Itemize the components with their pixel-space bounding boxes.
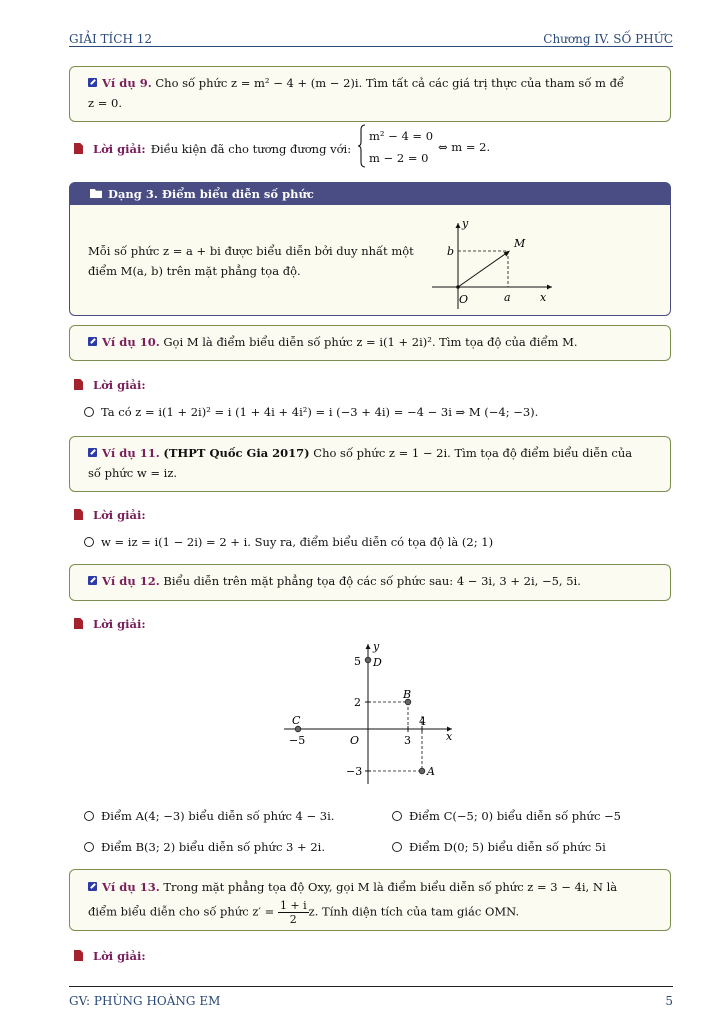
solution-10-head xyxy=(74,374,146,393)
header-right: Chương IV. SỐ PHỨC xyxy=(543,32,673,46)
tick-3: 3 xyxy=(404,734,411,747)
graph-x-label: x xyxy=(446,730,453,743)
fig-a-label: a xyxy=(504,291,511,304)
example-11-text-2: số phức w = iz. xyxy=(88,466,178,480)
solution-12-label: Lời giải: xyxy=(93,617,146,631)
solution-12-item-1 xyxy=(84,806,334,826)
document-icon xyxy=(74,950,83,961)
tick-minus-5: −5 xyxy=(289,734,306,747)
example-12-text: Biểu diễn trên mặt phẳng tọa độ các số phức sau: 4 − 3i, 3 + 2i, −5, 5i. xyxy=(163,574,581,588)
document-icon xyxy=(74,618,83,629)
bullet-icon xyxy=(84,842,94,852)
bullet-icon xyxy=(84,811,94,821)
fig-m-label: M xyxy=(514,237,526,250)
system-eq-2: m − 2 = 0 xyxy=(369,151,429,165)
item-text: Điểm A(4; −3) biểu diễn số phức 4 − 3i. xyxy=(101,809,335,823)
footer-rule xyxy=(69,986,673,987)
graph-y-label: y xyxy=(373,640,380,653)
example-10-tag: Ví dụ 10. xyxy=(102,335,160,349)
example-12-tag: Ví dụ 12. xyxy=(102,574,160,588)
fig-y-label: y xyxy=(462,217,469,230)
document-icon xyxy=(74,143,83,154)
tick-2: 2 xyxy=(354,696,361,709)
dang-3-header xyxy=(70,183,670,205)
points-graph xyxy=(280,636,460,786)
solution-12-item-4 xyxy=(392,837,606,857)
page-number: 5 xyxy=(665,994,673,1008)
pencil-icon xyxy=(88,882,97,891)
bullet-icon xyxy=(84,537,94,547)
solution-9-text: Điều kiện đã cho tương đương với: xyxy=(150,142,352,156)
solution-11-head xyxy=(74,504,146,523)
item-text: Điểm B(3; 2) biểu diễn số phức 3 + 2i. xyxy=(101,840,325,854)
pencil-icon xyxy=(88,448,97,457)
solution-10-label: Lời giải: xyxy=(93,378,146,392)
label-a: A xyxy=(427,765,435,778)
graph-origin-label: O xyxy=(350,734,360,747)
fraction-numerator: 1 + i xyxy=(279,899,307,912)
solution-10-text: Ta có z = i(1 + 2i)² = i (1 + 4i + 4i²) = i (−3 + 4i) = −4 − 3i ⇒ M (−4; −3). xyxy=(101,405,539,419)
example-10-box xyxy=(69,325,671,361)
solution-9-label: Lời giải: xyxy=(93,142,146,156)
folder-icon xyxy=(90,189,102,198)
example-10-text: Gọi M là điểm biểu diễn số phức z = i(1 + 2i)². Tìm tọa độ của điểm M. xyxy=(163,335,578,349)
example-9-tag: Ví dụ 9. xyxy=(102,76,152,90)
example-13-text-3: z. Tính diện tích của tam giác OMN. xyxy=(308,904,520,919)
item-text: Điểm C(−5; 0) biểu diễn số phức −5 xyxy=(409,809,621,823)
header-rule xyxy=(69,46,673,47)
fig-x-label: x xyxy=(540,291,547,304)
example-13-tag: Ví dụ 13. xyxy=(102,880,160,894)
example-11-tag: Ví dụ 11. xyxy=(102,446,160,460)
pencil-icon xyxy=(88,576,97,585)
tick-minus-3: −3 xyxy=(346,765,363,778)
example-13-box xyxy=(69,869,671,931)
dang-3-line-2: điểm M(a, b) trên mặt phẳng tọa độ. xyxy=(88,264,301,278)
bullet-icon xyxy=(392,842,402,852)
complex-plane-figure xyxy=(426,213,566,313)
example-13-text: Trong mặt phẳng tọa độ Oxy, gọi M là điểm biểu diễn số phức z = 3 − 4i, N là xyxy=(163,880,618,894)
pencil-icon xyxy=(88,78,97,87)
example-11-text: Cho số phức z = 1 − 2i. Tìm tọa độ điểm biểu diễn của xyxy=(313,446,633,460)
label-b: B xyxy=(403,688,412,701)
point-c xyxy=(295,726,301,732)
point-d xyxy=(365,657,371,663)
solution-13-head xyxy=(74,945,146,964)
fig-b-label: b xyxy=(447,245,455,258)
solution-11-item xyxy=(84,532,493,552)
solution-11-label: Lời giải: xyxy=(93,508,146,522)
example-9-text: Cho số phức z = m² − 4 + (m − 2)i. Tìm tất cả các giá trị thực của tham số m để xyxy=(155,76,625,90)
example-9-box xyxy=(69,66,671,122)
bullet-icon xyxy=(84,407,94,417)
document-icon xyxy=(74,509,83,520)
tick-5: 5 xyxy=(354,655,361,668)
system-eq-1: m² − 4 = 0 xyxy=(369,129,434,143)
fraction xyxy=(278,899,309,926)
tick-4: 4 xyxy=(419,715,426,728)
solution-13-label: Lời giải: xyxy=(93,949,146,963)
fraction-denominator: 2 xyxy=(289,913,297,926)
solution-12-item-3 xyxy=(84,837,325,857)
dang-3-box xyxy=(69,182,671,316)
fig-origin-label: O xyxy=(459,293,469,306)
system-brace xyxy=(358,124,366,168)
point-a xyxy=(419,768,425,774)
item-text: Điểm D(0; 5) biểu diễn số phức 5i xyxy=(409,840,606,854)
dang-3-title: Dạng 3. Điểm biểu diễn số phức xyxy=(108,187,314,201)
label-d: D xyxy=(373,656,382,669)
solution-10-item xyxy=(84,402,538,422)
dang-3-line-1: Mỗi số phức z = a + bi được biểu diễn bởi duy nhất một xyxy=(88,244,414,258)
example-12-box xyxy=(69,564,671,601)
example-11-source: (THPT Quốc Gia 2017) xyxy=(163,446,310,460)
solution-12-head xyxy=(74,613,146,632)
document-icon xyxy=(74,379,83,390)
pencil-icon xyxy=(88,337,97,346)
example-11-box xyxy=(69,436,671,492)
example-9-text-2: z = 0. xyxy=(88,96,122,110)
solution-9 xyxy=(74,138,351,159)
header-left: GIẢI TÍCH 12 xyxy=(69,32,153,46)
bullet-icon xyxy=(392,811,402,821)
label-c: C xyxy=(292,714,301,727)
solution-12-item-2 xyxy=(392,806,621,826)
example-13-text-2: điểm biểu diễn cho số phức z′ = xyxy=(88,904,275,919)
solution-11-text: w = iz = i(1 − 2i) = 2 + i. Suy ra, điểm biểu diễn có tọa độ là (2; 1) xyxy=(101,535,494,549)
system-result: ⇔ m = 2. xyxy=(438,140,491,154)
footer-author: GV: PHÙNG HOÀNG EM xyxy=(69,994,221,1008)
